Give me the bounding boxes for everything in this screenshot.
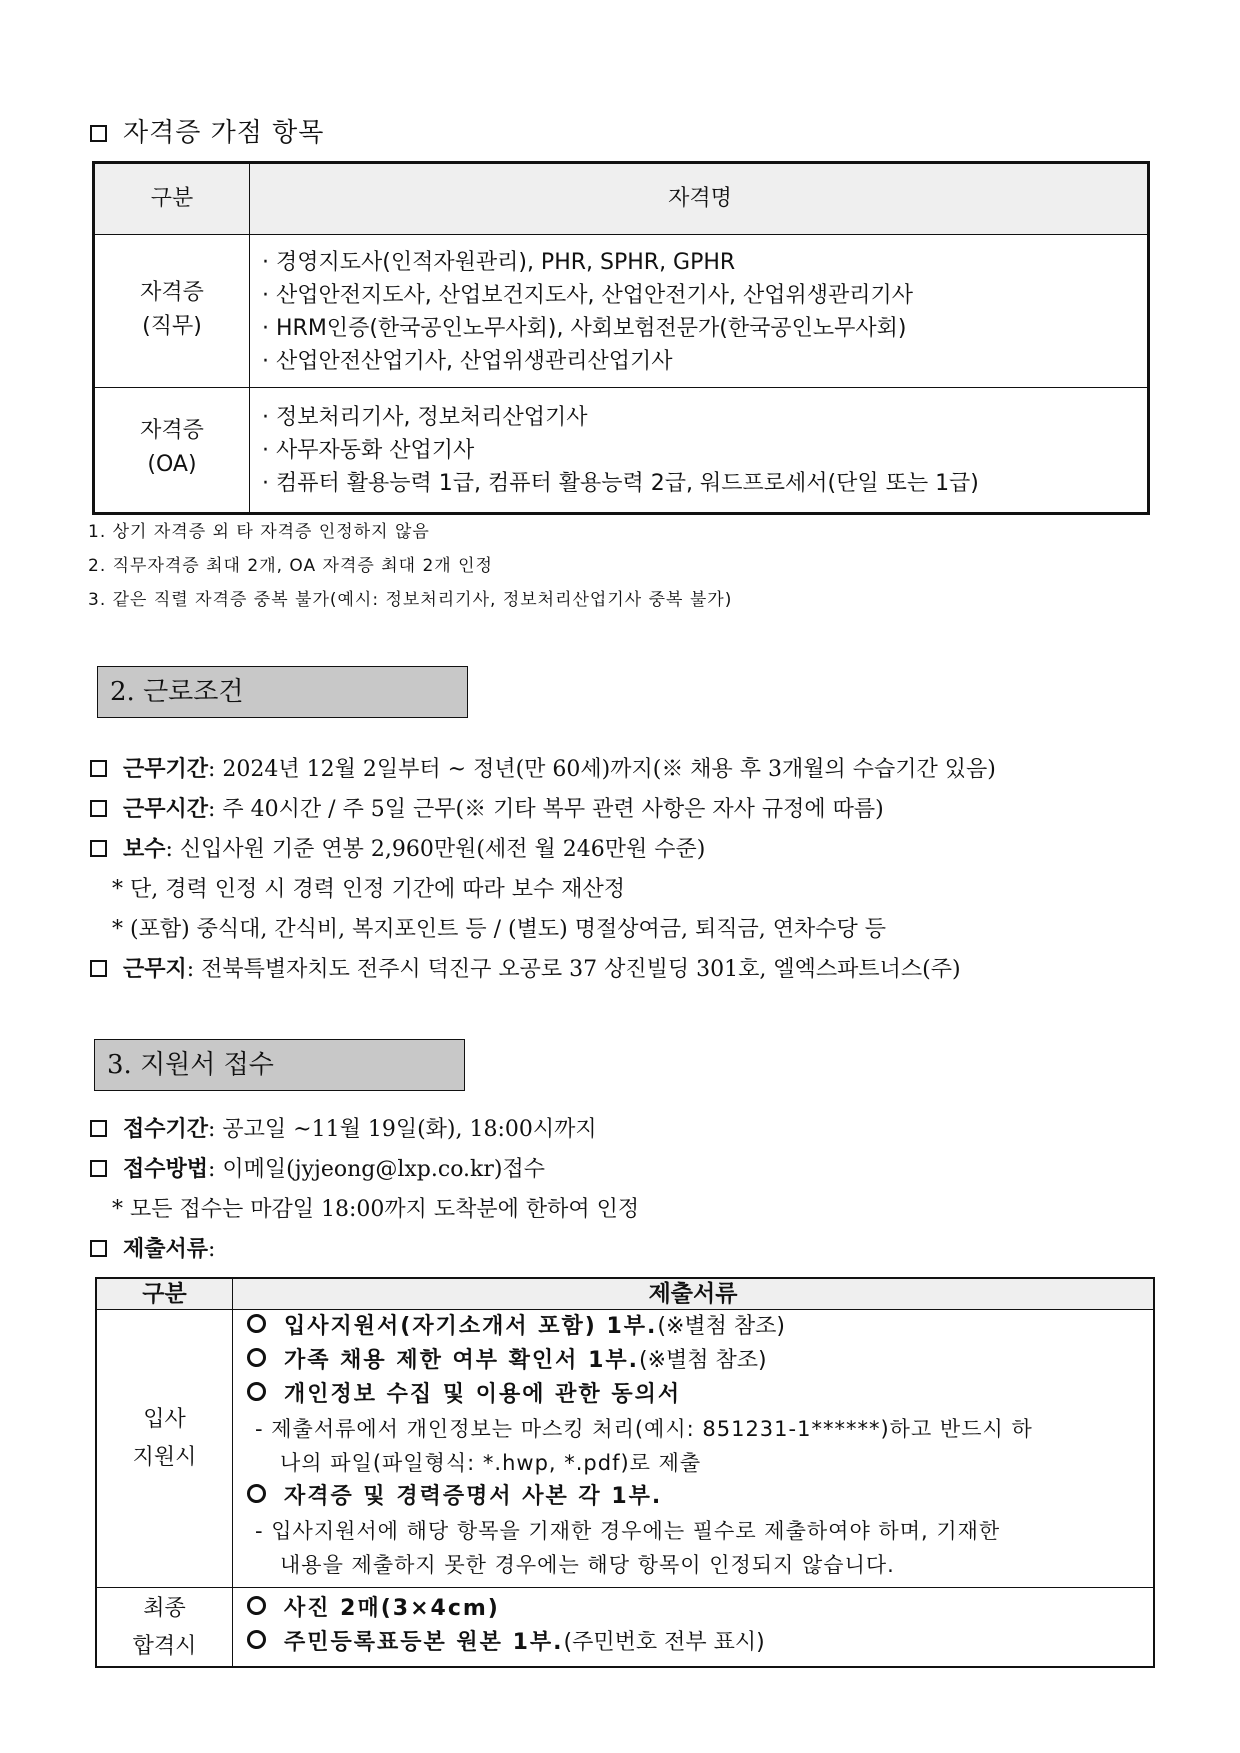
work-place-line bbox=[90, 952, 961, 983]
circle-bullet-icon bbox=[247, 1596, 266, 1615]
circle-bullet-icon bbox=[247, 1630, 266, 1649]
checkbox-square-icon bbox=[90, 800, 107, 817]
docs-table bbox=[95, 1277, 1155, 1668]
doc-item: 가족 채용 제한 여부 확인서 1부.(※별첨 참조) bbox=[247, 1344, 767, 1378]
value: : bbox=[208, 1237, 216, 1262]
table-divider bbox=[95, 387, 1147, 388]
section-title-text: 자격증 가점 항목 bbox=[123, 118, 325, 148]
apply-method-note: * 모든 접수는 마감일 18:00까지 도착분에 한하여 인정 bbox=[112, 1197, 640, 1222]
cert-table bbox=[92, 161, 1150, 515]
doc-item: 개인정보 수집 및 이용에 관한 동의서 bbox=[247, 1378, 681, 1412]
category-oa-cert bbox=[95, 414, 249, 482]
checkbox-square-icon bbox=[90, 1240, 107, 1257]
value: : 주 40시간 / 주 5일 근무(※ 기타 복무 관련 사항은 자사 규정에 따름) bbox=[208, 797, 884, 822]
list-item: · 경영지도사(인적자원관리), PHR, SPHR, GPHR bbox=[262, 250, 736, 275]
column-header-category: 구분 bbox=[150, 186, 194, 211]
checkbox-square-icon bbox=[90, 1120, 107, 1137]
doc-item: 입사지원서(자기소개서 포함) 1부.(※별첨 참조) bbox=[247, 1310, 785, 1344]
pay-note: * (포함) 중식대, 간식비, 복지포인트 등 / (별도) 명절상여금, 퇴직금, 연차수당 등 bbox=[112, 917, 886, 942]
section-header-conditions: 2. 근로조건 bbox=[97, 666, 468, 718]
circle-bullet-icon bbox=[247, 1314, 266, 1333]
docs-line bbox=[90, 1232, 215, 1263]
section-title-cert bbox=[90, 112, 324, 149]
doc-item: 사진 2매(3×4cm) bbox=[247, 1592, 500, 1626]
circle-bullet-icon bbox=[247, 1348, 266, 1367]
table-divider bbox=[232, 1279, 233, 1666]
list-item: · 사무자동화 산업기사 bbox=[262, 438, 475, 463]
checkbox-square-icon bbox=[90, 840, 107, 857]
category-final-pass bbox=[97, 1590, 232, 1666]
doc-note: - 입사지원서에 해당 항목을 기재한 경우에는 필수로 제출하여야 하며, 기재한 bbox=[255, 1519, 1001, 1543]
checkbox-square-icon bbox=[90, 1160, 107, 1177]
section-header-apply: 3. 지원서 접수 bbox=[94, 1039, 465, 1091]
label: 근무시간 bbox=[123, 796, 209, 822]
cert-note: 2. 직무자격증 최대 2개, OA 자격증 최대 2개 인정 bbox=[88, 556, 493, 576]
category-line: 자격증 bbox=[140, 280, 204, 305]
list-item: · 산업안전산업기사, 산업위생관리산업기사 bbox=[262, 349, 673, 374]
value: : 이메일(jyjeong@lxp.co.kr)접수 bbox=[208, 1157, 545, 1182]
apply-period-line bbox=[90, 1112, 597, 1143]
list-item: · 산업안전지도사, 산업보건지도사, 산업안전기사, 산업위생관리기사 bbox=[262, 283, 914, 308]
doc-note: - 제출서류에서 개인정보는 마스킹 처리(예시: 851231-1******)하고 반드시 하 bbox=[255, 1417, 1033, 1441]
value: : 공고일 ~11월 19일(화), 18:00시까지 bbox=[208, 1117, 597, 1142]
category-line: (직무) bbox=[142, 314, 202, 339]
apply-method-line bbox=[90, 1152, 545, 1183]
category-job-cert bbox=[95, 276, 249, 344]
column-header-cert-name: 자격명 bbox=[668, 186, 732, 211]
circle-bullet-icon bbox=[247, 1484, 266, 1503]
cert-note: 3. 같은 직렬 자격증 중복 불가(예시: 정보처리기사, 정보처리산업기사 중복 불가) bbox=[88, 590, 733, 610]
category-line: 입사 bbox=[143, 1407, 186, 1432]
label: 보수 bbox=[123, 836, 166, 862]
table-divider bbox=[249, 164, 250, 512]
work-hours-line bbox=[90, 792, 884, 823]
list-item: · HRM인증(한국공인노무사회), 사회보험전문가(한국공인노무사회) bbox=[262, 316, 907, 341]
list-item: · 컴퓨터 활용능력 1급, 컴퓨터 활용능력 2급, 워드프로세서(단일 또는 1급) bbox=[262, 471, 979, 496]
job-cert-list bbox=[262, 246, 913, 378]
list-item: · 정보처리기사, 정보처리산업기사 bbox=[262, 405, 588, 430]
work-period-line bbox=[90, 752, 996, 783]
doc-item: 자격증 및 경력증명서 사본 각 1부. bbox=[247, 1480, 662, 1514]
doc-note: 나의 파일(파일형식: *.hwp, *.pdf)로 제출 bbox=[280, 1451, 702, 1475]
circle-bullet-icon bbox=[247, 1382, 266, 1401]
label: 근무기간 bbox=[123, 756, 209, 782]
pay-note: * 단, 경력 인정 시 경력 인정 기간에 따라 보수 재산정 bbox=[112, 877, 625, 902]
category-application bbox=[97, 1401, 232, 1477]
category-line: 최종 bbox=[143, 1596, 186, 1621]
checkbox-square-icon bbox=[90, 760, 107, 777]
checkbox-square-icon bbox=[90, 125, 107, 142]
checkbox-square-icon bbox=[90, 960, 107, 977]
category-line: 합격시 bbox=[132, 1634, 197, 1659]
category-line: (OA) bbox=[147, 452, 197, 477]
label: 접수기간 bbox=[123, 1116, 209, 1142]
category-line: 지원시 bbox=[132, 1445, 197, 1470]
pay-line bbox=[90, 832, 705, 863]
cert-note: 1. 상기 자격증 외 타 자격증 인정하지 않음 bbox=[88, 522, 430, 542]
value: : 전북특별자치도 전주시 덕진구 오공로 37 상진빌딩 301호, 엘엑스파트너스(주) bbox=[186, 957, 961, 982]
category-line: 자격증 bbox=[140, 418, 204, 443]
doc-note: 내용을 제출하지 못한 경우에는 해당 항목이 인정되지 않습니다. bbox=[280, 1553, 895, 1577]
value: : 2024년 12월 2일부터 ~ 정년(만 60세)까지(※ 채용 후 3개월의 수습기간 있음) bbox=[208, 757, 996, 782]
column-header-category: 구분 bbox=[142, 1281, 187, 1307]
value: : 신입사원 기준 연봉 2,960만원(세전 월 246만원 수준) bbox=[165, 837, 706, 862]
label: 근무지 bbox=[123, 956, 187, 982]
label: 제출서류 bbox=[123, 1236, 209, 1262]
oa-cert-list bbox=[262, 401, 979, 500]
table-divider bbox=[97, 1587, 1153, 1588]
doc-item: 주민등록표등본 원본 1부.(주민번호 전부 표시) bbox=[247, 1626, 765, 1660]
label: 접수방법 bbox=[123, 1156, 209, 1182]
column-header-docs: 제출서류 bbox=[648, 1281, 738, 1307]
